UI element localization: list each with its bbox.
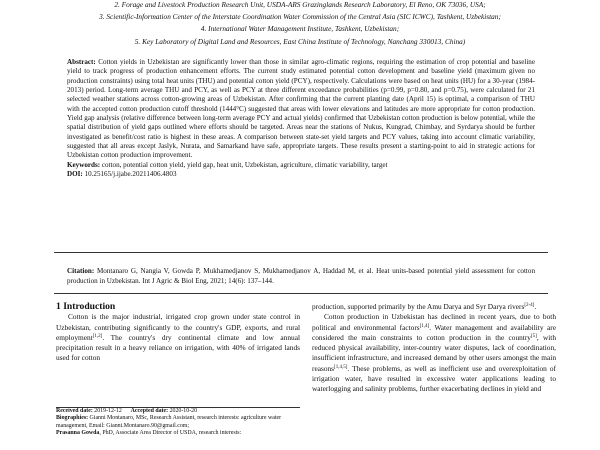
body-text: . <box>534 302 537 311</box>
affiliation-line: 5. Key Laboratory of Digital Land and Resources, East China Institute of Technology, Nanchang 330013, China) <box>134 36 466 46</box>
keywords-paragraph <box>67 161 535 170</box>
body-text: . These problems, as well as inefficient use and overexploitation of irrigation water, have resulted in excessive water applications leading to waterlogging and salinity problems, further exacerbating declines in yield and <box>312 363 556 393</box>
abstract-block <box>67 58 535 179</box>
affiliation-block <box>40 0 560 48</box>
citation-ref[interactable]: [1,4] <box>419 323 430 329</box>
affiliation-line: 3. Scientific-Information Center of the Interstate Coordination Water Commission of the Central Asia (SIC ICWC), Tashkent, Uzbekistan; <box>99 12 501 22</box>
divider-rule <box>54 252 548 253</box>
accepted-date: 2020-10-20 <box>168 408 198 414</box>
citation-text: Montanaro G, Nangia V, Gowda P, Mukhamedjanov S, Mukhamedjanov A, Haddad M, et al. Heat units-based potential yield assessment for cotton production in Uzbekistan. Int J Agric & Biol Eng, 2021; 14(6): 137–144. <box>67 267 535 286</box>
biographies-label: Biographies: <box>56 415 89 422</box>
abstract-text: Cotton yields in Uzbekistan are significantly lower than those in similar agro-climatic regions, requiring the estimation of crop potential and baseline yield to track progress of production enhancement efforts. The current study estimated potential cotton development and baseline yield (maximum given no production constraints) using total heat units (THU) and potential cotton yield (PCY), respectively. Calculations were based on heat units (HU) for a 30-year (1984-2013) period. Long-term average THU and PCY, as well as PCY at three different exceedance probabilities (p=0.99, p=0.80, and p=0.75), were calculated for 21 selected weather stations across cotton-growing areas of Uzbekistan. After confirming that the current planting date (April 15) is optimal, a comparison of THU with the accepted cotton production cutoff threshold (1444°C) suggested that areas with lower elevations and latitudes are more appropriate for cotton production. Yield gap analysis (relative difference between long-term average PCY and actual yields) confirmed that Uzbekistan cotton production is below potential, while the spatial distribution of yield gaps outlined where efforts should be targeted. Areas near the stations of Nukus, Kungrad, Chimbay, and Syrdarya should be further investigated as benefit/cost ratio is highest in these areas. A comparison between state-set yield targets and PCY values, taking into account climatic variability, suggested that all areas except Jaslyk, Nurata, and Samarkand have safe, appropriate targets. These results present a starting-point to aid in strategic actions for Uzbekistan cotton production improvement. <box>67 58 535 160</box>
doi-text: 10.25165/j.ijabe.20211406.4803 <box>82 170 177 179</box>
section-title: 1 Introduction <box>56 301 116 312</box>
body-text: Cotton is the major industrial, irrigated crop grown under state control in Uzbekistan, contributing significantly to the country's GDP, exports, and rural employment <box>56 312 300 342</box>
body-paragraph <box>56 312 300 363</box>
citation-block <box>67 266 535 286</box>
biography-text: Gianni Montanaro, MSc, Research Assistant, research interests: agriculture water management, Email: Gianni.Montanaro.90@gmail.com; <box>56 415 282 429</box>
received-label: Received date: <box>56 408 93 414</box>
footnote-block <box>56 408 300 438</box>
doi-paragraph <box>67 170 535 179</box>
biography-line <box>56 415 300 430</box>
accepted-label: Accepted date: <box>130 408 169 414</box>
body-text: . Water management and availability are considered the main constraints to cotton production in the country <box>312 322 556 342</box>
body-paragraph <box>312 302 556 312</box>
body-text: production, supported primarily by the Amu Darya and Syr Darya rivers <box>312 302 525 311</box>
body-text: . The country's dry continental climate and low annual precipitation result in a heavy reliance on irrigation, with 40% of irrigated lands used for cotton <box>56 332 300 363</box>
author-name: Prasanna Gowda <box>56 430 100 437</box>
keywords-label: Keywords: <box>67 160 101 169</box>
body-paragraph <box>312 312 556 394</box>
divider-rule <box>54 293 548 294</box>
citation-ref[interactable]: [5] <box>530 333 537 339</box>
biography-line <box>56 430 300 437</box>
received-date: 2019-12-12 <box>92 408 122 414</box>
right-column <box>312 302 556 394</box>
citation-ref[interactable]: [1,4,5] <box>334 364 348 370</box>
abstract-paragraph <box>67 58 535 161</box>
doi-label: DOI: <box>67 170 83 179</box>
abstract-label: Abstract: <box>67 58 96 66</box>
biography-text: , PhD, Associate Area Director of USDA, research interests: <box>99 430 242 437</box>
citation-ref[interactable]: [1,2] <box>92 333 103 339</box>
citation-ref[interactable]: [2-4] <box>524 303 535 308</box>
affiliation-line: 4. International Water Management Institute, Tashkent, Uzbekistan; <box>200 24 400 34</box>
dates-line <box>56 408 300 415</box>
affiliation-line: 2. Forage and Livestock Production Research Unit, USDA-ARS Grazinglands Research Laboratory, El Reno, OK 73036, USA; <box>114 0 486 9</box>
body-text: Cotton production in Uzbekistan has declined in recent years, due to both political and environmental factors <box>312 312 556 332</box>
citation-label: Citation: <box>67 267 95 275</box>
left-column <box>56 302 300 364</box>
keywords-text: cotton, potential cotton yield, yield gap, heat unit, Uzbekistan, agriculture, climatic variability, target <box>100 160 388 169</box>
body-text: , with reduced physical availability, inter-country water disputes, lack of coordination, insufficient infrastructure, and increased demand by other users amongst the main reasons <box>312 332 557 373</box>
